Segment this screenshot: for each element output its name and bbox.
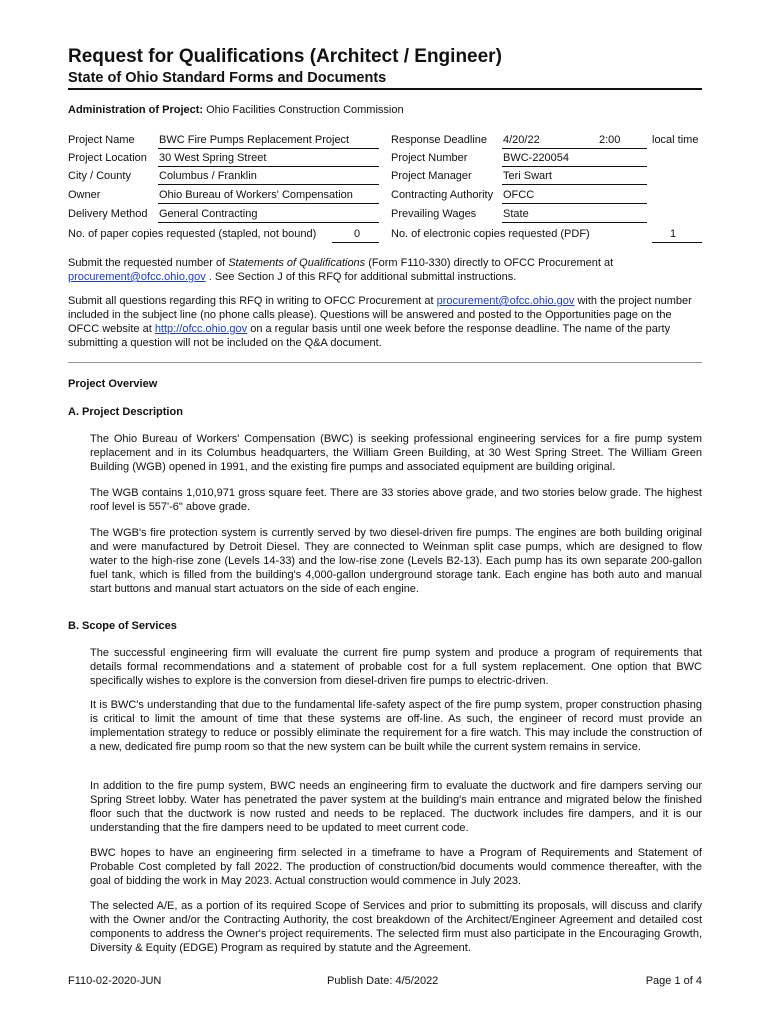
project-location-label: Project Location (68, 152, 147, 164)
paper-copies-underline (332, 242, 379, 243)
questions-text: on a regular basis until one week before the response deadline. The name of the party submitting a question will not be included on the Q&A document. (68, 323, 671, 349)
soq-italic: Statements of Qualifications (228, 257, 366, 269)
submittal-text: (Form F110-330) directly to OFCC Procurement at (365, 257, 614, 269)
administration-value: Ohio Facilities Construction Commission (206, 104, 404, 116)
procurement-email-link[interactable]: procurement@ofcc.ohio.gov (436, 295, 575, 307)
city-county-underline (158, 184, 379, 185)
electronic-copies-underline (652, 242, 702, 243)
delivery-method-label: Delivery Method (68, 208, 148, 220)
paper-copies-value: 0 (354, 228, 361, 240)
description-paragraph: The Ohio Bureau of Workers' Compensation (BWC) is seeking professional engineering services for a fire pump system replacement and in its Columbus headquarters, the William Green Building, at 30 West Spring Street. The William Green Building (WGB) opened in 1991, and the existing fire pumps and associated equipment are building original. (90, 433, 702, 473)
ofcc-website-link[interactable]: http://ofcc.ohio.gov (154, 323, 248, 335)
administration-line (68, 104, 404, 116)
owner-underline (158, 203, 379, 204)
questions-paragraph (68, 294, 702, 350)
paper-copies-label: No. of paper copies requested (stapled, not bound) (68, 228, 317, 240)
project-manager-label: Project Manager (391, 170, 472, 182)
project-number-value: BWC-220054 (503, 152, 570, 164)
response-deadline-time: 2:00 (599, 134, 621, 146)
contracting-authority-label: Contracting Authority (391, 189, 494, 201)
description-paragraph: The WGB contains 1,010,971 gross square feet. There are 33 stories above grade, and two stories below grade. The highest roof level is 557'-6" above grade. (90, 487, 702, 513)
prevailing-wages-underline (502, 222, 647, 223)
page-subtitle: State of Ohio Standard Forms and Documents (68, 70, 387, 86)
project-manager-value: Teri Swart (503, 170, 552, 182)
description-paragraph: The WGB's fire protection system is currently served by two diesel-driven fire pumps. The engines are both building original and were manufactured by Detroit Diesel. They are connected to Weinman split case pumps, which are designed to flow water to the high-rise zone (Levels 14-33) and the low-rise zone (Levels B2-13). Each pump has its own separate 200-gallon fuel tank, which is filled from the building's 4,000-gallon underground storage tank. Each engine has both auto and manual start buttons and manual start actuators on the side of each engine. (90, 527, 702, 595)
procurement-email-link[interactable]: procurement@ofcc.ohio.gov (68, 271, 206, 283)
project-name-label: Project Name (68, 134, 135, 146)
city-county-label: City / County (68, 170, 131, 182)
scope-paragraph: BWC hopes to have an engineering firm selected in a timeframe to have a Program of Requirements and Statement of Probable Cost completed by fall 2022. The production of construction/bid documents would commence thereafter, with the goal of bidding the work in May 2023. Actual construction would commence in July 2023. (90, 847, 702, 887)
response-deadline-underline (502, 148, 647, 149)
response-deadline-date: 4/20/22 (503, 134, 540, 146)
project-description-heading: A. Project Description (68, 406, 183, 418)
response-deadline-label: Response Deadline (391, 134, 488, 146)
header-divider (68, 88, 702, 90)
submittal-text: . See Section J of this RFQ for additional submittal instructions. (205, 271, 517, 283)
project-location-underline (158, 166, 379, 167)
delivery-method-underline (158, 222, 379, 223)
owner-value: Ohio Bureau of Workers' Compensation (159, 189, 353, 201)
questions-text: with the project number included in the subject line (no phone calls please). Questions will be answered and posted to the Opportunities page on the OFCC website at (68, 295, 692, 335)
administration-label: Administration of Project: (68, 104, 204, 116)
project-name-underline (158, 148, 379, 149)
electronic-copies-label: No. of electronic copies requested (PDF) (391, 228, 590, 240)
owner-label: Owner (68, 189, 101, 201)
publish-date: Publish Date: 4/5/2022 (327, 975, 439, 987)
section-divider (68, 362, 702, 363)
project-manager-underline (502, 184, 647, 185)
page-number: Page 1 of 4 (645, 975, 702, 987)
scope-paragraph: It is BWC's understanding that due to the fundamental life-safety aspect of the fire pump system, proper construction phasing is critical to limit the amount of time that these systems are off-line. As such, the engineer of record must provide an implementation strategy to reduce or possibly eliminate the requirement for a fire watch. This may include the construction of a new, dedicated fire pump room so that the new system can be built while the current system remains in service. (90, 699, 702, 753)
delivery-method-value: General Contracting (159, 208, 258, 220)
project-location-value: 30 West Spring Street (159, 152, 267, 164)
city-county-value: Columbus / Franklin (159, 170, 257, 182)
questions-text: Submit all questions regarding this RFQ in writing to OFCC Procurement at (68, 295, 437, 307)
submittal-text: Submit the requested number of (68, 257, 229, 269)
electronic-copies-value: 1 (670, 228, 677, 240)
submittal-paragraph (68, 256, 702, 284)
scope-paragraph: In addition to the fire pump system, BWC needs an engineering firm to evaluate the ductwork and fire dampers serving our Spring Street lobby. Water has penetrated the paver system at the building's main entrance and migrated below the finished floor such that the ductwork is now rusted and needs to be replaced. The ductwork includes fire dampers, and it is our understanding that the fire dampers need to be updated to meet current code. (90, 780, 702, 834)
response-deadline-suffix: local time (652, 134, 699, 146)
prevailing-wages-value: State (503, 208, 529, 220)
project-number-label: Project Number (391, 152, 468, 164)
page-title: Request for Qualifications (Architect / Engineer) (68, 46, 502, 67)
project-number-underline (502, 166, 647, 167)
prevailing-wages-label: Prevailing Wages (391, 208, 477, 220)
scope-of-services-heading: B. Scope of Services (68, 620, 177, 632)
scope-paragraph: The successful engineering firm will evaluate the current fire pump system and produce a program of requirements that details formal recommendations and a statement of probable cost for a full system replacement. One option that BWC specifically wishes to explore is the conversion from diesel-driven fire pumps to electric-driven. (90, 647, 702, 687)
form-id: F110-02-2020-JUN (68, 975, 162, 987)
project-name-value: BWC Fire Pumps Replacement Project (159, 134, 350, 146)
project-overview-heading: Project Overview (68, 378, 158, 390)
contracting-authority-value: OFCC (503, 189, 535, 201)
contracting-authority-underline (502, 203, 647, 204)
scope-paragraph: The selected A/E, as a portion of its required Scope of Services and prior to submitting its proposals, will discuss and clarify with the Owner and/or the Contracting Authority, the cost breakdown of the Architect/Engineer Agreement and detailed cost components to address the Owner's project requirements. The selected firm must also participate in the Encouraging Growth, Diversity & Equity (EDGE) Program as required by statute and the Agreement. (90, 900, 702, 954)
